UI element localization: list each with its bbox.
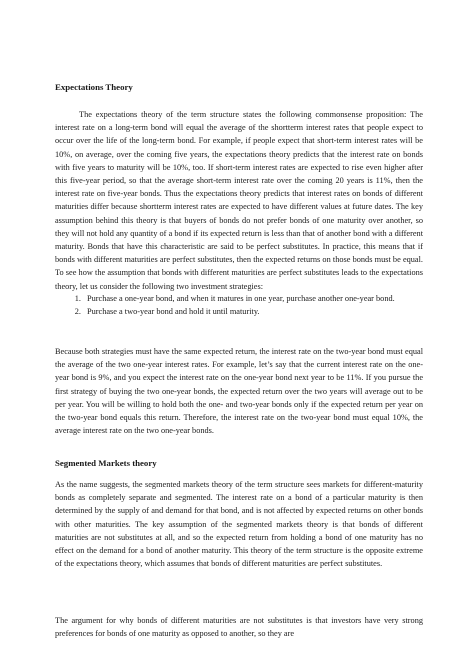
segmented-markets-paragraph: As the name suggests, the segmented markets theory of the term structure sees markets for different-maturity bonds as completely separate and segmented. The interest rate on a bond of a particular maturity is then determined by the supply of and demand for that bond, and is not affected by expected returns on other bonds with other maturities. The key assumption of the segmented markets theory is that bonds of different maturities are not substitutes at all, and so the expected return from holding a bond of one maturity has no effect on the demand for a bond of another maturity. This theory of the term structure is the opposite extreme of the expectations theory, which assumes that bonds of different maturities are perfect substitutes. (55, 480, 423, 569)
strategy-item-2: 2. Purchase a two-year bond and hold it until maturity. (83, 305, 423, 318)
strategy-item-1: 1. Purchase a one-year bond, and when it matures in one year, purchase another one-year bond. (83, 292, 423, 305)
document-page (55, 0, 423, 670)
investment-strategies-list (55, 292, 423, 318)
section-heading-expectations-theory: Expectations Theory (55, 82, 133, 92)
section-heading-segmented-markets: Segmented Markets theory (55, 458, 157, 468)
substitutes-argument-paragraph: The argument for why bonds of different maturities are not substitutes is that investors have very strong preferences for bonds of one maturity as opposed to another, so they are (55, 616, 423, 639)
expectations-theory-paragraph: The expectations theory of the term structure states the following commonsense proposition: The interest rate on a long-term bond will equal the average of the shortterm interest rates that people expect to occur over the life of the long-term bond. For example, if people expect that short-term interest rates will be 10%, on average, over the coming five years, the expectations theory predicts that the interest rate on bonds with five years to maturity will be 10%, too. If short-term interest rates are expected to rise even higher after this five-year period, so that the average short-term interest rate over the coming 20 years is 11%, then the interest rate on five-year bonds. Thus the expectations theory predicts that interest rates on bonds of different maturities differ because shortterm interest rates are expected to have different values at future dates. The key assumption behind this theory is that buyers of bonds do not prefer bonds of one maturity over another, so they will not hold any quantity of a bond if its expected return is less than that of another bond with a different maturity. Bonds that have this characteristic are said to be perfect substitutes. In practice, this means that if bonds with different maturities are perfect substitutes, then the expected returns on those bonds must be equal. To see how the assumption that bonds with different maturities are perfect substitutes leads to the expectations theory, let us consider the following two investment strategies: (55, 110, 423, 291)
strategies-explanation-paragraph: Because both strategies must have the same expected return, the interest rate on the two-year bond must equal the average of the two one-year interest rates. For example, let’s say that the current interest rate on the one-year bond is 9%, and you expect the interest rate on the one-year bond next year to be 11%. If you pursue the first strategy of buying the two one-year bonds, the expected return over the two years will average out to be per year. You will be willing to hold both the one- and two-year bonds only if the expected return per year on the two-year bond equals this return. Therefore, the interest rate on the two-year bond must equal 10%, the average interest rate on the two one-year bonds. (55, 347, 423, 436)
